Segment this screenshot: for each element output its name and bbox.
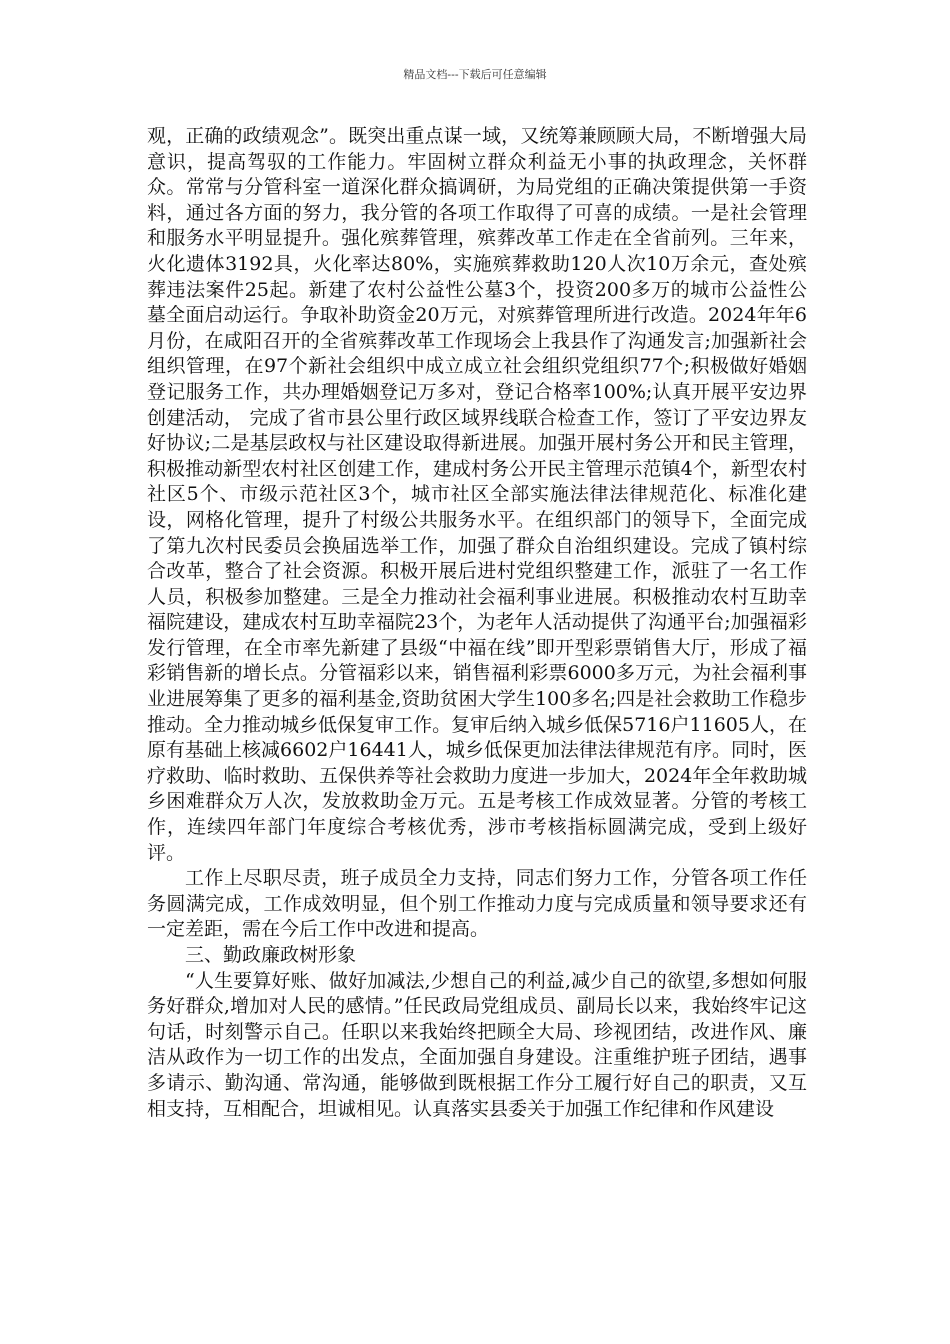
paragraph-integrity: “人生要算好账、做好加减法,少想自己的利益,减少自己的欲望,多想如何服务好群众,增加对人民的感情。”任民政局党组成员、副局长以来，我始终牢记这句话，时刻警示自己。任职以来我始终把顾全大局、珍视团结，改进作风、廉洁从政作为一切工作的出发点，全面加强自身建设。注重维护班子团结，遇事多请示、勤沟通、常沟通，能够做到既根据工作分工履行好自己的职责，又互相支持，互相配合，坦诚相见。认真落实县委关于加强工作纪律和作风建设 <box>147 969 807 1120</box>
page-header-note: 精品文档---下载后可任意编辑 <box>403 68 547 81</box>
paragraph-performance: 观，正确的政绩观念”。既突出重点谋一域，又统筹兼顾顾大局，不断增强大局意识，提高驾驭的工作能力。牢固树立群众利益无小事的执政理念，关怀群众。常常与分管科室一道深化群众搞调研，为局党组的正确决策提供第一手资料，通过各方面的努力，我分管的各项工作取得了可喜的成绩。一是社会管理和服务水平明显提升。强化殡葬管理，殡葬改革工作走在全省前列。三年来，火化遗体3192具，火化率达80%，实施殡葬救助120人次10万余元，查处殡葬违法案件25起。新建了农村公益性公墓3个，投资200多万的城市公益性公墓全面启动运行。争取补助资金20万元，对殡葬管理所进行改造。2024年年6月份，在咸阳召开的全省殡葬改革工作现场会上我县作了沟通发言;加强新社会组织管理，在97个新社会组织中成立成立社会组织党组织77个;积极做好婚姻登记服务工作，共办理婚姻登记万多对，登记合格率100%;认真开展平安边界创建活动， 完成了省市县公里行政区域界线联合检查工作，签订了平安边界友好协议;二是基层政权与社区建设取得新进展。加强开展村务公开和民主管理，积极推动新型农村社区创建工作，建成村务公开民主管理示范镇4个，新型农村社区5个、市级示范社区3个，城市社区全部实施法律法律规范化、标准化建设，网格化管理，提升了村级公共服务水平。在组织部门的领导下，全面完成了第九次村民委员会换届选举工作，加强了群众自治组织建设。完成了镇村综合改革，整合了社会资源。积极开展后进村党组织整建工作，派驻了一名工作人员，积极参加整建。三是全力推动社会福利事业进展。积极推动农村互助幸福院建设，建成农村互助幸福院23个，为老年人活动提供了沟通平台;加强福彩发行管理，在全市率先新建了县级“中福在线”即开型彩票销售大厅，形成了福彩销售新的增长点。分管福彩以来，销售福利彩票6000多万元，为社会福利事业进展筹集了更多的福利基金,资助贫困大学生100多名;四是社会救助工作稳步推动。全力推动城乡低保复审工作。复审后纳入城乡低保5716户11605人，在原有基础上核减6602户16441人，城乡低保更加法律法律规范有序。同时，医疗救助、临时救助、五保供养等社会救助力度进一步加大，2024年全年救助城乡困难群众万人次，发放救助金万元。五是考核工作成效显著。分管的考核工作，连续四年部门年度综合考核优秀，涉市考核指标圆满完成，受到上级好评。 <box>147 125 807 864</box>
section-heading-integrity: 三、勤政廉政树形象 <box>185 944 357 966</box>
paragraph-summary: 工作上尽职尽责，班子成员全力支持，同志们努力工作，分管各项工作任务圆满完成，工作成效明显，但个别工作推动力度与完成质量和领导要求还有一定差距，需在今后工作中改进和提高。 <box>147 867 807 941</box>
document-body <box>147 124 807 1122</box>
